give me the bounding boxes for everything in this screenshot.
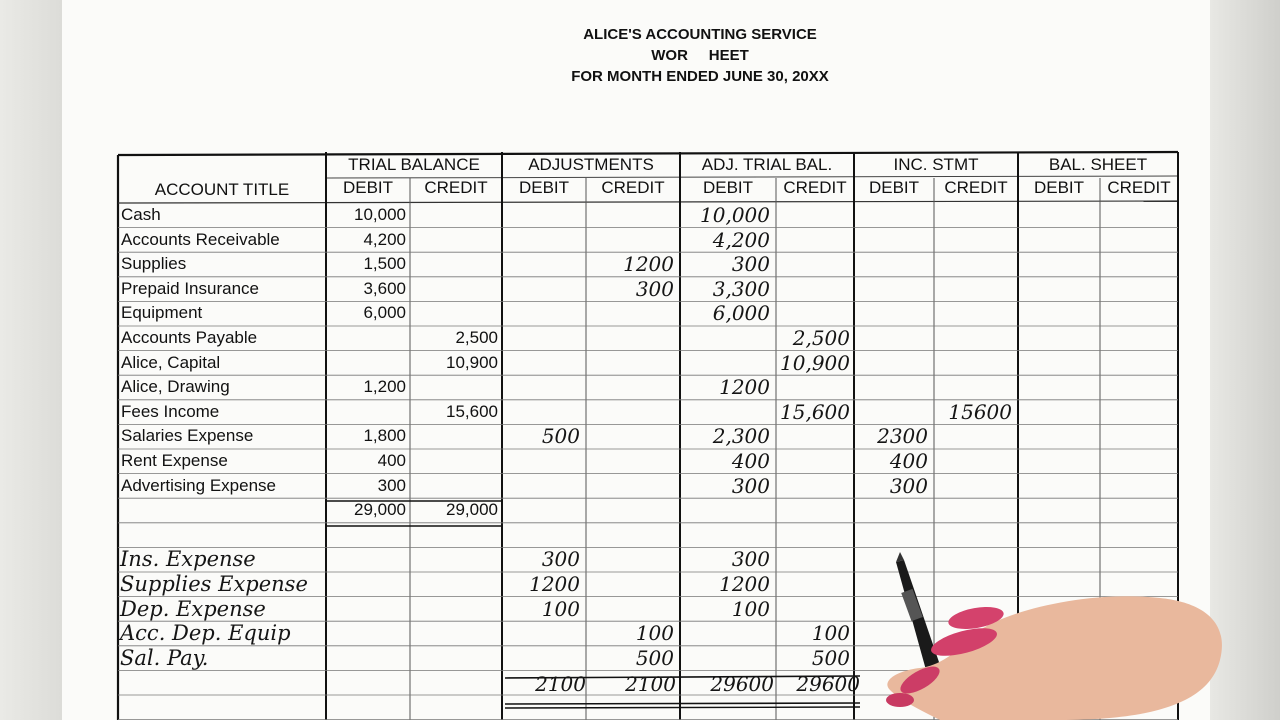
tb-debit-value: 6,000 — [363, 303, 406, 323]
atb-debit-value: 6,000 — [712, 301, 770, 326]
atb-debit-value: 10,000 — [700, 203, 770, 227]
group-heading: INC. STMT — [893, 155, 979, 174]
tb-debit-value: 1,200 — [363, 377, 406, 397]
tb-credit-total: 29,000 — [446, 500, 498, 520]
atb-debit-value: 300 — [731, 473, 770, 498]
debit-heading: DEBIT — [342, 178, 394, 197]
atb-credit-value: 500 — [811, 645, 850, 670]
atb-debit-value: 3,300 — [712, 276, 770, 301]
worksheet-title: WOR HEET — [651, 47, 749, 64]
account-name: Salaries Expense — [121, 426, 254, 446]
added-account-name: Ins. Expense — [120, 547, 256, 572]
adj-credit-total: 2100 — [625, 672, 676, 697]
tb-debit-value: 4,200 — [363, 229, 406, 249]
atb-credit-value: 15,600 — [780, 399, 850, 424]
tb-debit-value: 400 — [377, 451, 406, 470]
adj-credit-value: 100 — [635, 621, 674, 646]
tb-credit-value: 2,500 — [455, 328, 498, 347]
adj-debit-value: 300 — [541, 547, 580, 572]
account-name: Rent Expense — [121, 451, 228, 470]
tb-debit-value: 1,500 — [363, 254, 406, 274]
is-credit-value: 15600 — [948, 399, 1012, 424]
tb-credit-value: 15,600 — [446, 401, 498, 421]
account-name: Prepaid Insurance — [121, 278, 259, 298]
debit-heading: DEBIT — [518, 178, 570, 197]
atb-debit-value: 1200 — [719, 572, 770, 596]
account-name: Accounts Payable — [121, 328, 258, 347]
tb-debit-value: 3,600 — [363, 278, 406, 298]
tb-credit-value: 10,900 — [446, 352, 498, 372]
period-title: FOR MONTH ENDED JUNE 30, 20XX — [571, 68, 829, 85]
tb-debit-value: 10,000 — [354, 205, 406, 224]
added-account-name: Supplies Expense — [120, 572, 308, 596]
atb-credit-value: 2,500 — [792, 326, 850, 350]
account-name: Alice, Capital — [121, 352, 221, 372]
tb-debit-total: 29,000 — [354, 500, 406, 520]
company-title: ALICE'S ACCOUNTING SERVICE — [583, 26, 817, 43]
is-debit-value: 400 — [889, 449, 928, 473]
account-name: Cash — [121, 205, 161, 224]
adj-credit-value: 300 — [635, 276, 674, 301]
adj-debit-value: 500 — [541, 424, 580, 449]
atb-debit-value: 2,300 — [712, 424, 770, 449]
hand-with-pen — [860, 550, 1280, 720]
credit-heading: CREDIT — [783, 178, 847, 197]
account-name: Equipment — [121, 303, 203, 323]
group-heading: ADJUSTMENTS — [528, 155, 654, 174]
group-heading: BAL. SHEET — [1048, 155, 1148, 174]
atb-debit-value: 300 — [731, 547, 770, 572]
tb-debit-value: 300 — [377, 475, 406, 495]
adj-credit-value: 1200 — [623, 252, 674, 277]
account-name: Advertising Expense — [121, 475, 276, 495]
added-account-name: Acc. Dep. Equip — [120, 621, 291, 646]
debit-heading: DEBIT — [1033, 178, 1085, 197]
atb-credit-total: 29600 — [796, 672, 860, 697]
adj-debit-value: 100 — [541, 596, 580, 621]
account-name: Accounts Receivable — [121, 229, 280, 249]
atb-credit-value: 10,900 — [780, 350, 850, 375]
credit-heading: CREDIT — [1107, 178, 1171, 197]
adj-debit-total: 2100 — [535, 672, 586, 697]
debit-heading: DEBIT — [702, 178, 754, 197]
account-name: Fees Income — [121, 401, 220, 421]
atb-debit-total: 29600 — [710, 672, 774, 697]
credit-heading: CREDIT — [601, 178, 665, 197]
atb-credit-value: 100 — [811, 621, 850, 646]
credit-heading: CREDIT — [424, 178, 488, 197]
atb-debit-value: 300 — [731, 252, 770, 277]
grid-line — [505, 707, 860, 708]
added-account-name: Sal. Pay. — [120, 645, 209, 670]
is-debit-value: 2300 — [877, 424, 928, 449]
grid-line — [505, 703, 860, 704]
tb-debit-value: 1,800 — [363, 426, 406, 446]
account-name: Supplies — [121, 254, 187, 274]
atb-debit-value: 400 — [731, 449, 770, 473]
atb-debit-value: 100 — [731, 596, 770, 621]
adj-credit-value: 500 — [635, 645, 674, 670]
adj-debit-value: 1200 — [529, 572, 580, 596]
account-name: Alice, Drawing — [121, 377, 230, 397]
atb-debit-value: 4,200 — [712, 227, 770, 252]
credit-heading: CREDIT — [944, 178, 1008, 197]
is-debit-value: 300 — [889, 473, 928, 498]
account-title-heading: ACCOUNT TITLE — [154, 180, 290, 199]
atb-debit-value: 1200 — [719, 375, 770, 400]
group-heading: TRIAL BALANCE — [348, 155, 480, 174]
added-account-name: Dep. Expense — [120, 596, 266, 621]
debit-heading: DEBIT — [868, 178, 920, 197]
group-heading: ADJ. TRIAL BAL. — [701, 155, 833, 174]
